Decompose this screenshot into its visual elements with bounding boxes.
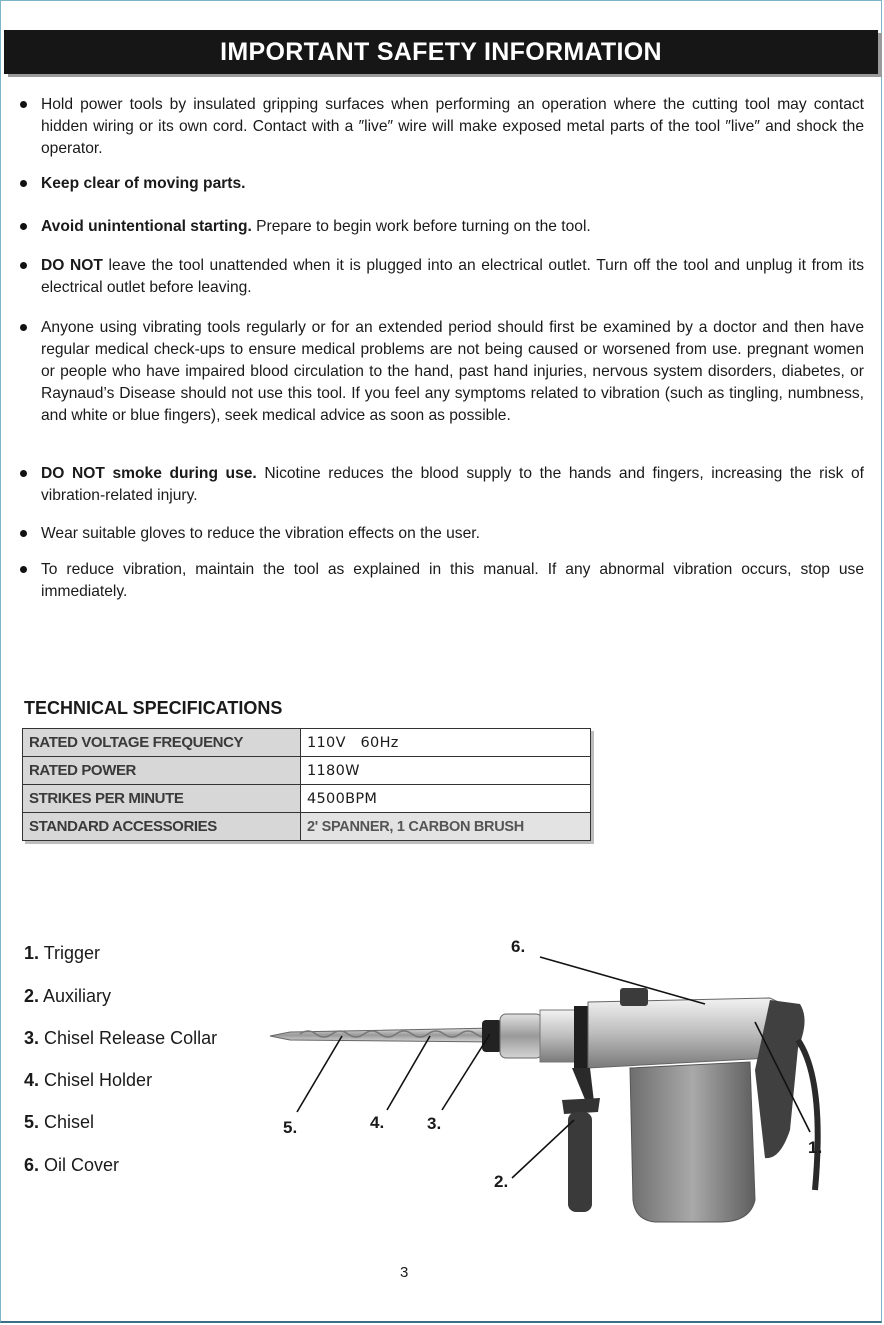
bullet-item <box>18 317 864 427</box>
part-number: 6. <box>24 1155 40 1175</box>
callout-2: 2. <box>494 1172 509 1191</box>
bullet-dot-icon <box>20 470 27 477</box>
part-name: Oil Cover <box>39 1155 120 1175</box>
list-item <box>24 1070 152 1091</box>
table-row <box>23 729 591 757</box>
spec-value: 4500BPM <box>301 785 591 813</box>
bullet-item <box>18 463 864 507</box>
list-item <box>24 1028 217 1049</box>
page-number: 3 <box>400 1264 409 1281</box>
part-name: Trigger <box>39 943 101 963</box>
aux-handle-clamp <box>572 1068 594 1102</box>
callout-6: 6. <box>511 937 526 956</box>
auxiliary-handle <box>568 1112 592 1212</box>
table-row <box>23 757 591 785</box>
bullet-dot-icon <box>20 566 27 573</box>
banner-title: IMPORTANT SAFETY INFORMATION <box>220 37 662 66</box>
bullet-text: Hold power tools by insulated gripping surfaces when performing an operation where the cutting tool may contact hidden wiring or its own cord. Contact with a ″live″ wire will make exposed metal parts of the tool ″live″ and shock the operator. <box>41 96 864 157</box>
part-name: Chisel <box>39 1112 95 1132</box>
bullet-dot-icon <box>20 180 27 187</box>
gearbox-housing <box>630 1062 755 1222</box>
chuck-tip <box>482 1020 502 1052</box>
part-number: 4. <box>24 1070 40 1090</box>
bullet-item <box>18 173 864 195</box>
spec-label: STANDARD ACCESSORIES <box>23 813 301 841</box>
list-item <box>24 1155 119 1176</box>
spec-label: RATED POWER <box>23 757 301 785</box>
bullet-dot-icon <box>20 223 27 230</box>
spec-table <box>22 728 591 841</box>
bullet-item <box>18 94 864 160</box>
bullet-dot-icon <box>20 324 27 331</box>
callout-3: 3. <box>427 1114 442 1133</box>
callout-1: 1. <box>808 1138 823 1157</box>
bullet-bold: DO NOT smoke during use. <box>41 465 257 482</box>
bullet-item <box>18 216 864 238</box>
bullet-item <box>18 559 864 603</box>
callout-4: 4. <box>370 1113 385 1132</box>
bullet-text: Wear suitable gloves to reduce the vibration effects on the user. <box>41 525 480 542</box>
oil-cover <box>620 988 648 1006</box>
part-number: 5. <box>24 1112 40 1132</box>
bullet-text: leave the tool unattended when it is plugged into an electrical outlet. Turn off the tool and unplug it from its electrical outlet before leaving. <box>41 257 864 296</box>
part-number: 1. <box>24 943 40 963</box>
table-row <box>23 785 591 813</box>
spec-label: STRIKES PER MINUTE <box>23 785 301 813</box>
bullet-text: Nicotine reduces the blood supply to the hands and fingers, increasing the risk of vibration-related injury. <box>41 465 864 504</box>
collar-ring <box>574 1006 588 1068</box>
spec-value: 110V 60Hz <box>301 729 591 757</box>
bullet-item <box>18 523 864 545</box>
aux-handle-guard <box>562 1098 600 1114</box>
bullet-bold: DO NOT <box>41 257 103 274</box>
spec-heading: TECHNICAL SPECIFICATIONS <box>24 698 283 718</box>
bullet-text: Anyone using vibrating tools regularly or for an extended period should first be examined by a doctor and then have regular medical check-ups to ensure medical problems are not being caused or worsened from use. pregnant women or people who have impaired blood circulation to the hand, past hand injuries, nervous system disorders, diabetes, or Raynaud’s Disease should not use this tool. If you feel any symptoms related to vibration (such as tingling, numbness, and white or blue fingers), seek medical advice as soon as possible. <box>41 319 864 424</box>
part-number: 3. <box>24 1028 40 1048</box>
bullet-dot-icon <box>20 262 27 269</box>
list-item <box>24 943 100 964</box>
bullet-text: Prepare to begin work before turning on the tool. <box>251 218 591 235</box>
spec-label: RATED VOLTAGE FREQUENCY <box>23 729 301 757</box>
list-item <box>24 1112 94 1133</box>
release-collar <box>500 1014 542 1058</box>
chisel-bit <box>270 1028 495 1042</box>
part-name: Chisel Release Collar <box>39 1028 218 1048</box>
spec-value: 2' SPANNER, 1 CARBON BRUSH <box>301 813 591 841</box>
bullet-dot-icon <box>20 530 27 537</box>
bullet-bold: Avoid unintentional starting. <box>41 218 252 235</box>
part-name: Auxiliary <box>39 986 112 1006</box>
part-number: 2. <box>24 986 40 1006</box>
title-banner <box>4 30 878 74</box>
part-name: Chisel Holder <box>39 1070 153 1090</box>
list-item <box>24 986 111 1007</box>
bullet-dot-icon <box>20 101 27 108</box>
callout-5: 5. <box>283 1118 298 1137</box>
rotary-hammer-illustration <box>250 930 840 1230</box>
spec-value: 1180W <box>301 757 591 785</box>
bullet-bold: Keep clear of moving parts. <box>41 175 246 192</box>
bullet-text: To reduce vibration, maintain the tool as explained in this manual. If any abnormal vibration occurs, stop use immediately. <box>41 561 864 600</box>
bullet-item <box>18 255 864 299</box>
table-row <box>23 813 591 841</box>
